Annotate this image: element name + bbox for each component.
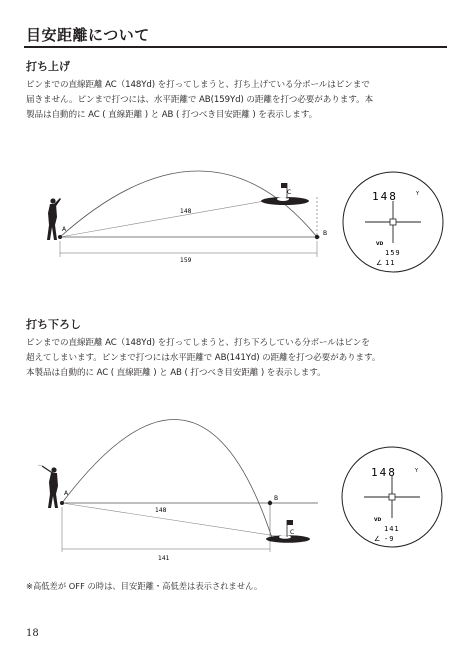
golfer-figure [47, 198, 61, 240]
display-sub-value: 141 [384, 525, 400, 533]
point-a-dot [58, 235, 62, 239]
display-angle-icon: ∠ [374, 535, 381, 543]
display-sub-value: 159 [385, 249, 401, 257]
footnote: ※高低差が OFF の時は、目安距離・高低差は表示されません。 [26, 581, 263, 591]
label-b: B [323, 230, 328, 237]
display-vd-label: VD [376, 242, 384, 247]
display-unit: Y [415, 468, 419, 474]
uphill-heading: 打ち上げ [26, 60, 70, 73]
page-title: 目安距離について [26, 26, 150, 44]
display-unit: Y [416, 191, 420, 197]
rangefinder-display [342, 447, 442, 547]
label-c: C [290, 529, 295, 536]
downhill-line-1: ピンまでの直線距離 AC（148Yd) を打ってしまうと、打ち下ろしている分ボールはピンを [26, 338, 370, 348]
horizontal-distance-label: 141 [158, 555, 170, 562]
downhill-heading: 打ち下ろし [26, 318, 81, 331]
display-main-value: 148 [372, 190, 398, 203]
downhill-line-3: 本製品は自動的に AC ( 直線距離 ) と AB ( 打つべき目安距離 ) を表示します。 [26, 368, 326, 378]
straight-line-ac [62, 503, 283, 537]
uphill-paragraph [26, 78, 456, 123]
label-b: B [274, 495, 279, 502]
ball-trajectory [62, 419, 272, 538]
uphill-line-1: ピンまでの直線距離 AC（148Yd) を打ってしまうと、打ち上げている分ボールはピンまで [26, 80, 370, 90]
display-angle-icon: ∠ [376, 259, 383, 267]
golfer-figure [38, 465, 58, 508]
flag-icon [281, 183, 287, 188]
display-main-value: 148 [371, 466, 397, 479]
point-b-dot [268, 501, 272, 505]
title-underline [24, 46, 447, 48]
downhill-line-2: 超えてしまいます。ピンまで打つには水平距離で AB(141Yd) の距離を打つ必要があります。 [26, 353, 381, 363]
display-vd-label: VD [374, 518, 382, 523]
point-a-dot [60, 501, 64, 505]
uphill-line-2: 届きません。ピンまで打つには、水平距離で AB(159Yd) の距離を打つ必要があります。本 [26, 95, 374, 105]
point-b-dot [315, 235, 319, 239]
page-number: 18 [26, 628, 39, 639]
display-angle-value: 11 [385, 259, 396, 267]
downhill-paragraph [26, 336, 456, 381]
display-angle-value: -9 [384, 535, 395, 543]
label-a: A [64, 490, 69, 497]
flag-icon [287, 520, 293, 525]
label-a: A [62, 226, 67, 233]
horizontal-distance-label: 159 [180, 257, 192, 264]
uphill-diagram [0, 165, 473, 275]
label-c: C [287, 189, 292, 196]
line-distance-label: 148 [180, 208, 192, 215]
rangefinder-display [343, 172, 443, 272]
uphill-line-3: 製品は自動的に AC ( 直線距離 ) と AB ( 打つべき目安距離 ) を表示します。 [26, 110, 318, 120]
line-distance-label: 148 [155, 507, 167, 514]
straight-line-ac [60, 197, 287, 237]
downhill-diagram [0, 410, 473, 570]
